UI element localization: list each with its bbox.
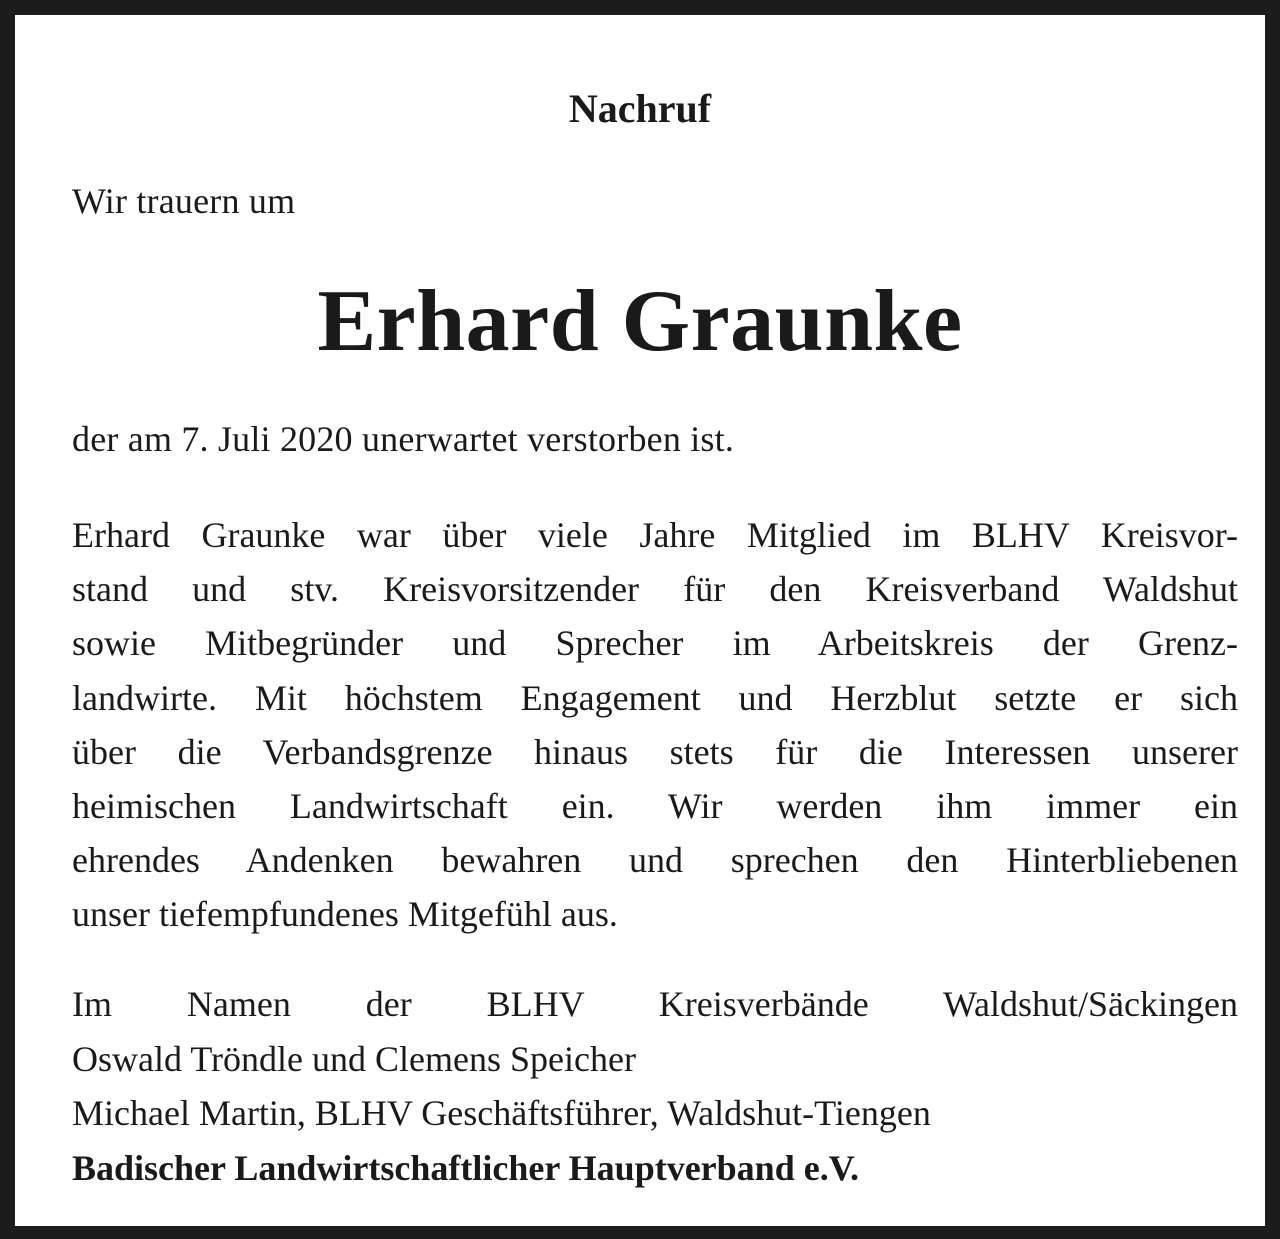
tribute-paragraph	[72, 508, 1238, 942]
date-of-death-line: der am 7. Juli 2020 unerwartet verstorben ist.	[72, 419, 735, 459]
signature-block	[72, 977, 1238, 1195]
tribute-line: landwirte. Mit höchstem Engagement und Herzblut setzte er sich	[72, 677, 1238, 718]
intro-line: Wir trauern um	[72, 181, 296, 221]
tribute-line: Erhard Graunke war über viele Jahre Mitglied im BLHV Kreisvor-	[72, 515, 1238, 555]
notice-heading: Nachruf	[568, 86, 712, 131]
signature-line-manager: Michael Martin, BLHV Geschäftsführer, Waldshut-Tiengen	[72, 1093, 931, 1133]
signature-line-chairs: Oswald Tröndle und Clemens Speicher	[72, 1038, 636, 1079]
signature-line-organization: Badischer Landwirtschaftlicher Hauptverband e.V.	[72, 1147, 860, 1188]
tribute-line: unser tiefempfundenes Mitgefühl aus.	[72, 894, 618, 935]
tribute-line: über die Verbandsgrenze hinaus stets für die Interessen unserer	[72, 731, 1238, 772]
tribute-line: heimischen Landwirtschaft ein. Wir werden ihm immer ein	[72, 785, 1238, 826]
deceased-name: Erhard Graunke	[317, 273, 963, 370]
signature-line-association: Im Namen der BLHV Kreisverbände Waldshut/Säckingen	[72, 984, 1238, 1024]
tribute-line: sowie Mitbegründer und Sprecher im Arbeitskreis der Grenz-	[72, 623, 1238, 664]
tribute-line: ehrendes Andenken bewahren und sprechen den Hinterbliebenen	[72, 840, 1238, 881]
tribute-line: stand und stv. Kreisvorsitzender für den Kreisverband Waldshut	[72, 569, 1238, 610]
